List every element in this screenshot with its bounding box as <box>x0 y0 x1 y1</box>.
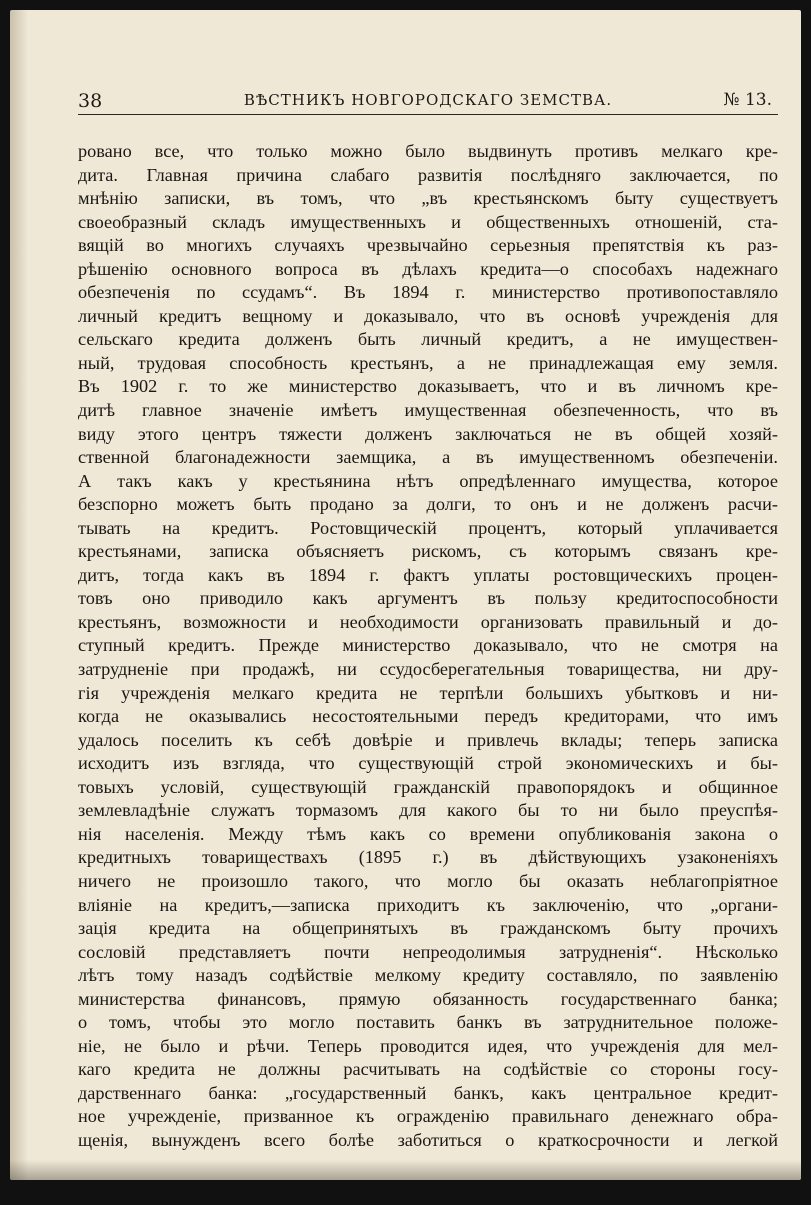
text-line: мнѣнію записки, въ томъ, что „въ крестьянскомъ быту существуетъ <box>78 188 778 209</box>
text-line: ровано все, что только можно было выдвинуть противъ мелкаго кре- <box>78 141 778 161</box>
text-line: щенія, вынужденъ всего болѣе заботиться о краткосрочности и легкой <box>78 1129 778 1150</box>
text-line: дитъ, тогда какъ въ 1894 г. фактъ уплаты ростовщическихъ процен- <box>78 564 778 585</box>
text-line: вліяніе на кредитъ,—записка приходитъ къ заключенію, что „органи- <box>78 894 778 915</box>
page-bottom-edge <box>10 1160 801 1180</box>
text-line: ное учрежденіе, призванное къ огражденію правильнаго денежнаго обра- <box>78 1106 778 1127</box>
text-line: ніе, не было и рѣчи. Теперь проводится идея, что учрежденія для мел- <box>78 1035 778 1056</box>
text-line: обезпеченія по ссудамъ“. Въ 1894 г. министерство противопоставляло <box>78 282 778 303</box>
running-header <box>78 90 778 115</box>
text-line: рѣшенію основного вопроса въ дѣлахъ кредита—о способахъ надежнаго <box>78 258 778 279</box>
text-line: зація кредита на общепринятыхъ въ гражданскомъ быту прочихъ <box>78 918 778 939</box>
text-line: ственной благонадежности заемщика, а въ имущественномъ обезпеченіи. <box>78 447 778 468</box>
text-line: А такъ какъ у крестьянина нѣтъ опредѣленнаго имущества, которое <box>78 470 778 491</box>
text-line: личный кредитъ вещному и доказывало, что въ основѣ учрежденія для <box>78 305 778 326</box>
text-line: затрудненіе при продажѣ, ни ссудосберегательныя товарищества, ни дру- <box>78 659 778 680</box>
text-line: крестьянъ, возможности и необходимости организовать правильный и до- <box>78 611 778 632</box>
text-line: товъ оно приводило какъ аргументъ въ пользу кредитоспособности <box>78 588 778 609</box>
text-line: ничего не произошло такого, что могло бы оказать неблагопріятное <box>78 870 778 891</box>
scanned-page <box>10 10 801 1180</box>
text-line: министерства финансовъ, прямую обязанность государственнаго банка; <box>78 988 778 1009</box>
text-line: дита. Главная причина слабаго развитія послѣдняго заключается, по <box>78 164 778 185</box>
text-line: сельскаго кредита долженъ быть личный кредитъ, а не имуществен- <box>78 329 778 350</box>
text-line: кредитныхъ товариществахъ (1895 г.) въ дѣйствующихъ узаконеніяхъ <box>78 847 778 868</box>
issue-number: № 13. <box>723 90 772 110</box>
text-line: когда не оказывались несостоятельными передъ кредиторами, что имъ <box>78 706 778 727</box>
text-line: тывать на кредитъ. Ростовщическій процентъ, который уплачивается <box>78 517 778 538</box>
text-line: нія населенія. Между тѣмъ какъ со времени опубликованія закона о <box>78 823 778 844</box>
text-line: сословій представляетъ почти непреодолимыя затрудненія“. Нѣсколько <box>78 941 778 962</box>
text-line: вящій во многихъ случаяхъ чрезвычайно серьезныя препятствія къ раз- <box>78 235 778 256</box>
text-line: безспорно можетъ быть продано за долги, то онъ и не долженъ расчи- <box>78 494 778 515</box>
journal-title: ВѢСТНИКЪ НОВГОРОДСКАГО ЗЕМСТВА. <box>243 91 613 109</box>
body-text <box>78 140 778 1153</box>
text-line: крестьянами, записка объясняетъ рискомъ, съ которымъ связанъ кре- <box>78 541 778 562</box>
text-line: удалось поселить къ себѣ довѣріе и привлечь вклады; теперь записка <box>78 729 778 750</box>
text-line: своеобразный складъ имущественныхъ и общественныхъ отношеній, ста- <box>78 211 778 232</box>
text-line: товыхъ условій, существующій гражданскій правопорядокъ и общинное <box>78 776 778 797</box>
text-line: лѣтъ тому назадъ содѣйствіе мелкому кредиту составляло, по заявленію <box>78 965 778 986</box>
text-line: землевладѣніе служатъ тормазомъ для какого бы то ни было преуспѣя- <box>78 800 778 821</box>
text-line: ступный кредитъ. Прежде министерство доказывало, что не смотря на <box>78 635 778 656</box>
page-number: 38 <box>78 90 103 112</box>
text-line: ный, трудовая способность крестьянъ, а не принадлежащая ему земля. <box>78 352 778 373</box>
text-line: Въ 1902 г. то же министерство доказываетъ, что и въ личномъ кре- <box>78 376 778 397</box>
text-line: исходитъ изъ взгляда, что существующій строй экономическихъ и бы- <box>78 753 778 774</box>
text-line: дитѣ главное значеніе имѣетъ имущественная обезпеченность, что въ <box>78 400 778 421</box>
text-line: дарственнаго банка: „государственный банкъ, какъ центральное кредит- <box>78 1082 778 1103</box>
text-line: гія учрежденія мелкаго кредита не терпѣли большихъ убытковъ и ни- <box>78 682 778 703</box>
text-line: каго кредита не должны расчитывать на содѣйствіе со стороны госу- <box>78 1059 778 1080</box>
text-line: о томъ, чтобы это могло поставить банкъ въ затруднительное положе- <box>78 1012 778 1033</box>
text-line: виду этого центръ тяжести долженъ заключаться не въ общей хозяй- <box>78 423 778 444</box>
page-gutter-shadow <box>10 10 28 1180</box>
